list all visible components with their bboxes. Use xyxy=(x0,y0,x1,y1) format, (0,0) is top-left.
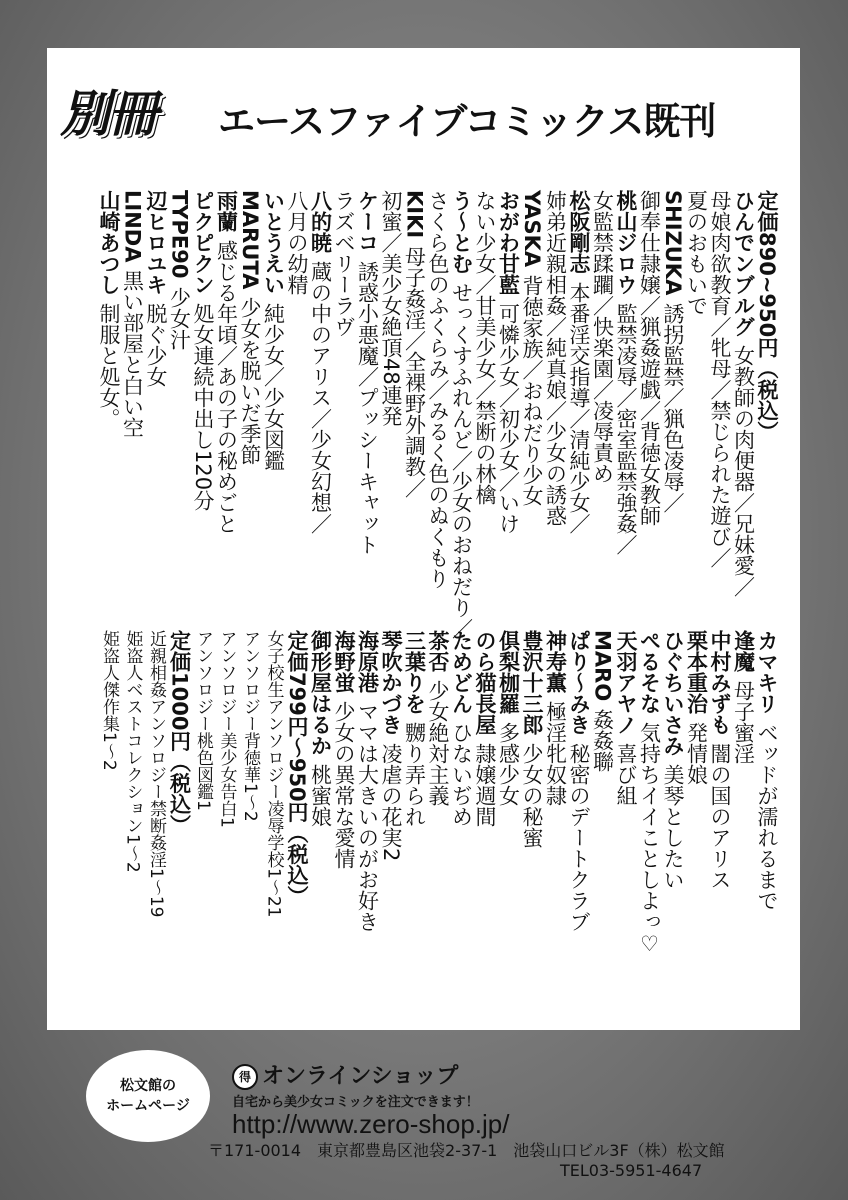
author-name: MARO xyxy=(590,630,615,702)
author-name: 天羽アヤノ xyxy=(614,630,638,735)
author-name: カマキリ xyxy=(755,630,779,714)
work-titles: 本番淫交指導／清純少女／ xyxy=(567,282,591,534)
work-titles: 母子姦淫／全裸野外調教／ xyxy=(402,246,427,499)
work-titles: 発情娘 xyxy=(684,722,709,785)
price-heading: 定価1000円（税込） xyxy=(167,630,192,836)
work-titles: 美琴としたい xyxy=(661,764,685,890)
author-name: 山崎あつし xyxy=(97,190,121,295)
work-titles: 純少女／少女図鑑 xyxy=(261,303,286,471)
author-name: 海野蛍 xyxy=(332,630,356,693)
author-name: 御形屋はるか xyxy=(308,630,333,756)
author-name: SHIZUKA xyxy=(661,190,685,296)
author-name: 倶梨枷羅 xyxy=(496,630,521,714)
work-titles: ベッドが濡れるまで xyxy=(755,722,779,911)
author-name: ひぐちいさみ xyxy=(661,630,685,756)
author-name: いとうえい xyxy=(261,190,286,295)
author-name: MARUTA xyxy=(238,190,262,290)
author-name: 雨蘭 xyxy=(214,190,239,232)
work-titles: 姦姦聯 xyxy=(590,709,615,773)
author-name: ためどん xyxy=(449,630,474,714)
author-name: 八的暁 xyxy=(308,190,333,253)
author-name: 栗本重治 xyxy=(684,630,709,714)
catalog-column xyxy=(94,190,124,600)
anthology-title: 姫盗人ベストコレクション1～2 xyxy=(122,630,143,873)
online-shop-label: オンラインショップ xyxy=(262,1064,459,1089)
price-heading: 定価890~950円（税込） xyxy=(755,190,779,443)
work-titles: 気持ちイイことしよっ♡ xyxy=(637,722,662,956)
work-titles: 隷嬢週間 xyxy=(473,743,497,827)
price-heading: 定価799円～950円（税込） xyxy=(285,630,309,907)
homepage-circle-line1: 松文館の xyxy=(120,1078,176,1094)
work-titles: 母娘肉欲教育／牝母／禁じられた遊び／ xyxy=(708,190,732,568)
author-name: ぱり～みき xyxy=(567,630,591,735)
work-titles: 監禁凌辱／密室監禁強姦／ xyxy=(614,303,638,555)
author-name: ピクピクン xyxy=(191,190,215,295)
work-titles: 闇の国のアリス xyxy=(708,743,732,890)
publisher-tel: TEL03-5951-4647 xyxy=(560,1161,703,1180)
author-name: ひんでンブルグ xyxy=(731,190,756,337)
work-titles: ひないぢめ xyxy=(449,722,474,827)
author-name: 逢魔 xyxy=(731,630,756,672)
bessatsu-logo: 別冊 xyxy=(60,84,156,143)
work-titles: 嬲り弄られ xyxy=(402,722,427,827)
work-titles: 極淫牝奴隷 xyxy=(543,701,568,806)
work-titles: ラズベリーラヴ xyxy=(332,190,356,337)
work-titles: ない少女／甘美少女／禁断の林檎 xyxy=(473,190,497,505)
work-titles: 脱ぐ少女 xyxy=(144,303,168,387)
author-name: ぺるそな xyxy=(637,630,662,714)
homepage-circle-line2: ホームページ xyxy=(106,1098,190,1114)
work-titles: 姉弟近親相姦／純真娘／少女の誘惑 xyxy=(543,190,568,526)
online-shop-subtitle: 自宅から美少女コミックを注文できます！ xyxy=(232,1095,479,1110)
shop-url-link[interactable]: http://www.zero-shop.jp/ xyxy=(232,1109,510,1139)
work-titles: 夏のおもいで xyxy=(684,190,709,316)
work-titles: 御奉仕隷嬢／猟姦遊戯／背徳女教師 xyxy=(637,190,662,526)
author-name: LINDA xyxy=(120,190,145,263)
work-titles: 少女絶対主義 xyxy=(426,680,450,806)
online-shop-title xyxy=(232,1064,458,1090)
author-name: 海原港 xyxy=(355,630,380,693)
work-titles: 初蜜／美少女絶頂48連発 xyxy=(379,190,403,427)
publisher-address: 〒171-0014 東京都豊島区池袋2-37-1 池袋山口ビル3F（株）松文館 xyxy=(208,1141,725,1160)
work-titles: 凌虐の花実2 xyxy=(379,743,403,862)
anthology-title: アンソロジー美少女告白1 xyxy=(216,630,237,828)
work-titles: 誘惑小悪魔／プッシーキャット xyxy=(355,261,380,555)
work-titles: 少女汁 xyxy=(167,286,192,350)
work-titles: 喜び組 xyxy=(614,743,638,806)
work-titles: 蔵の中のアリス／少女幻想／ xyxy=(308,261,333,534)
author-name: 三葉りを xyxy=(402,630,427,714)
work-titles: 女監禁蹂躙／快楽園／凌辱責め xyxy=(590,190,615,484)
work-titles: 背徳家族／おねだり少女 xyxy=(520,275,544,507)
author-name: のら猫長屋 xyxy=(473,630,497,735)
work-titles: 感じる年頃／あの子の秘めごと xyxy=(214,240,239,534)
author-name: 桃山ジロウ xyxy=(614,190,638,295)
author-name: 琴吹かづき xyxy=(379,630,403,735)
work-titles: 制服と処女。 xyxy=(97,303,121,429)
work-titles: さくら色のふくらみ／みるく色のぬくもり xyxy=(426,190,450,589)
author-name: おがわ甘藍 xyxy=(496,190,521,295)
work-titles: 桃蜜娘 xyxy=(308,764,333,827)
author-name: う～とむ xyxy=(449,190,474,274)
author-name: YASKA xyxy=(520,190,544,268)
author-name: 神寿薫 xyxy=(543,630,568,693)
work-titles: 誘拐監禁／猟色凌辱／ xyxy=(661,303,685,514)
work-titles: 処女連続中出し120分 xyxy=(191,303,215,512)
author-name: KIKI xyxy=(402,190,427,239)
work-titles: 八月の幼精 xyxy=(285,190,309,295)
author-name: 松阪剛志 xyxy=(567,190,591,274)
work-titles: ママは大きいのがお好き xyxy=(355,701,380,932)
author-name: 茶否 xyxy=(426,630,450,672)
work-titles: 多感少女 xyxy=(496,722,521,806)
work-titles: 黒い部屋と白い空 xyxy=(120,270,145,439)
anthology-title: アンソロジー背徳華1～2 xyxy=(240,630,260,822)
author-name: ケーコ xyxy=(355,190,380,253)
work-titles: 可憐少女／初少女／いけ xyxy=(496,303,521,534)
page-title: エースファイブコミックス既刊 xyxy=(218,100,716,143)
author-name: 豊沢十三郎 xyxy=(520,630,544,735)
author-name: TYPE90 xyxy=(167,190,192,279)
author-name: 中村みずも xyxy=(708,630,732,735)
anthology-title: アンソロジー桃色図鑑1 xyxy=(193,630,213,811)
work-titles: 母子蜜淫 xyxy=(731,680,756,764)
catalog-column xyxy=(94,630,124,1010)
homepage-circle[interactable] xyxy=(86,1050,210,1142)
work-titles: 秘密のデートクラブ xyxy=(567,743,591,932)
shop-mark-icon: 得 xyxy=(232,1064,258,1090)
work-titles: 少女の秘蜜 xyxy=(520,743,544,848)
author-name: 辺ヒロユキ xyxy=(144,190,168,295)
work-titles: せっくすふれんど／少女のおねだり／ xyxy=(449,282,474,639)
anthology-title: 女子校生アンソロジー凌辱学校1～21 xyxy=(263,630,284,918)
anthology-title: 姫盗人傑作集1～2 xyxy=(99,630,119,771)
work-titles: 少女を脱いだ季節 xyxy=(238,297,262,466)
anthology-title: 近親相姦アンソロジー禁断姦淫1～19 xyxy=(146,630,166,918)
work-titles: 少女の異常な愛情 xyxy=(332,701,356,869)
work-titles: 女教師の肉便器／兄妹愛／ xyxy=(731,345,756,597)
